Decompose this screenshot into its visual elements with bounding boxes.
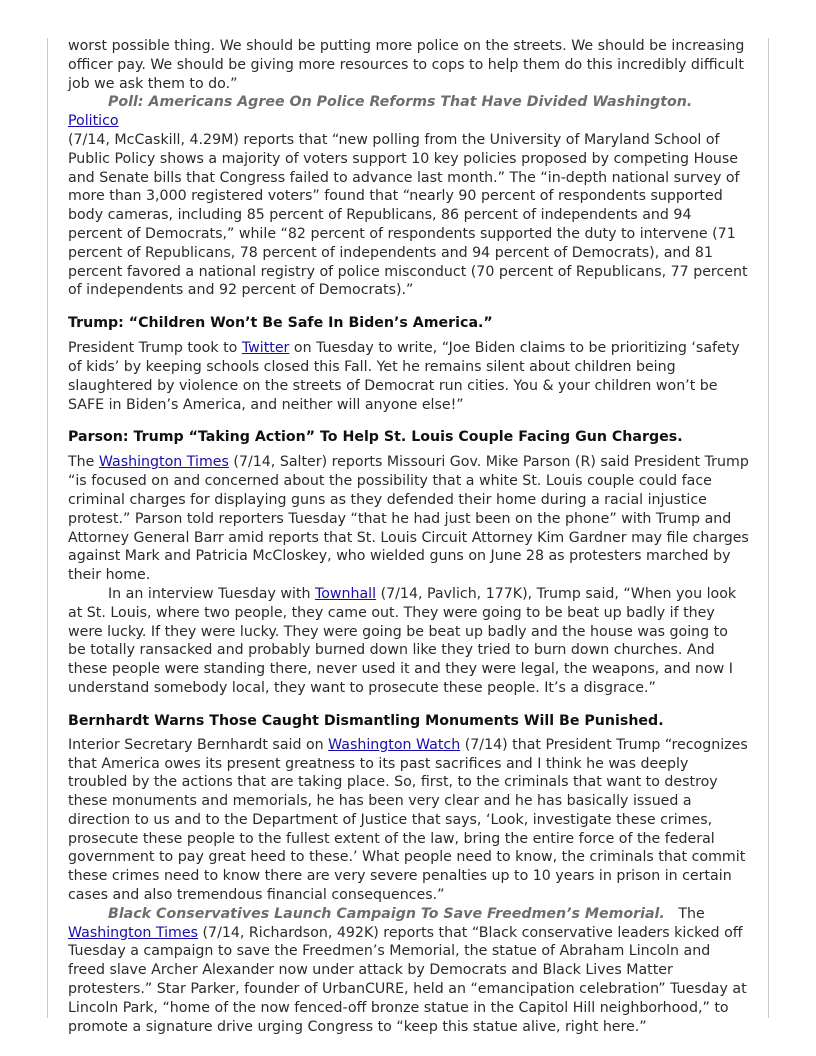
freedmen-text-after: (7/14, Richardson, 492K) reports that “Black conservative leaders kicked off Tuesday a campaign to save the Freedmen’s Memorial, the statue of Abraham Lincoln and freed slave Archer Alexander now under attack by Democrats and Black Lives Matter protesters.” Star Parker, founder of UrbanCURE, held an “emancipation celebration” Tuesday at Lincoln Park, “home of the now fenced-off bronze statue in the Capitol Hill neighborhood,” to promote a signature drive urging Congress to “keep this statue alive, right here.”	[68, 924, 747, 1035]
intro-quote-paragraph	[68, 37, 749, 93]
politico-link[interactable]: Politico	[68, 113, 119, 130]
bernhardt-p1-before: Interior Secretary Bernhardt said on	[68, 736, 329, 753]
poll-lede: Poll: Americans Agree On Police Reforms That Have Divided Washington.	[108, 94, 693, 111]
bernhardt-heading: Bernhardt Warns Those Caught Dismantling Monuments Will Be Punished.	[68, 712, 664, 729]
intro-quote: worst possible thing. We should be putting more police on the streets. We should be increasing officer pay. We should be giving more resources to cops to help them do this incredibly difficult job we ask them to do.”	[68, 38, 745, 92]
trump-heading: Trump: “Children Won’t Be Safe In Biden’s America.”	[68, 315, 493, 332]
townhall-link[interactable]: Townhall	[314, 585, 377, 602]
washington-watch-link[interactable]: Washington Watch	[328, 736, 461, 753]
washington-times-link-1[interactable]: Washington Times	[98, 454, 229, 471]
parson-paragraph-2	[68, 585, 749, 698]
parson-p2-after: (7/14, Pavlich, 177K), Trump said, “When you look at St. Louis, where two people, they came out. They were going to be beat up badly if they were lucky. If they were lucky. They were going be beat up badly and the house was going to be totally ransacked and probably burned down like they tried to burn down churches. And these people were standing there, never used it and they were legal, the weapons, and now I understand somebody local, they want to prosecute these people. It’s a disgrace.”	[68, 585, 737, 696]
poll-body: (7/14, McCaskill, 4.29M) reports that “new polling from the University of Maryland School of Public Policy shows a majority of voters support 10 key policies proposed by competing House and Senate bills that Congress failed to advance last month.” The “in-depth national survey of more than 3,000 registered voters” found that “nearly 90 percent of respondents supported body cameras, including 85 percent of Republicans, 86 percent of independents and 94 percent of Democrats,” while “82 percent of respondents supported the duty to intervene (71 percent of Republicans, 78 percent of independents and 94 percent of Democrats), and 81 percent favored a national registry of police misconduct (70 percent of Republicans, 77 percent of independents and 92 percent of Democrats).”	[68, 131, 748, 299]
freedmen-the: The	[678, 905, 705, 922]
parson-p1-after: (7/14, Salter) reports Missouri Gov. Mike Parson (R) said President Trump “is focused on and concerned about the possibility that a white St. Louis couple could face criminal charges for displaying guns as they defended their home during a racial injustice protest.” Parson told reporters Tuesday “that he had just been on the phone” with Trump and Attorney General Barr amid reports that St. Louis Circuit Attorney Kim Gardner may file charges against Mark and Patricia McCloskey, who wielded guns on June 28 as protesters marched by their home.	[68, 454, 749, 584]
bernhardt-p1-after: (7/14) that President Trump “recognizes that America owes its present greatness to its past sacrifices and I think he was deeply troubled by the actions that are taking place. So, first, to the criminals that want to destroy these monuments and memorials, he has been very clear and he has basically issued a direction to us and to the Department of Justice that says, ‘Look, investigate these crimes, prosecute these people to the fullest extent of the law, bring the entire force of the federal government to pay great heed to these.’ What people need to know, the criminals that commit these crimes need to know there are very severe penalties up to 10 years in prison in certain cases and also tremendous financial consequences.”	[68, 736, 748, 904]
twitter-link[interactable]: Twitter	[241, 340, 290, 357]
parson-heading: Parson: Trump “Taking Action” To Help St. Louis Couple Facing Gun Charges.	[68, 429, 683, 446]
trump-paragraph	[68, 339, 749, 414]
parson-p2-before: In an interview Tuesday with	[108, 585, 315, 602]
trump-text-before: President Trump took to	[68, 340, 242, 357]
freedmen-paragraph	[68, 905, 749, 1037]
freedmen-lede: Black Conservatives Launch Campaign To Save Freedmen’s Memorial.	[108, 905, 665, 922]
parson-p1-before: The	[68, 454, 99, 471]
washington-times-link-2[interactable]: Washington Times	[68, 924, 198, 941]
parson-paragraph-1	[68, 453, 749, 585]
trump-text-after: on Tuesday to write, “Joe Biden claims to be prioritizing ‘safety of kids’ by keeping schools closed this Fall. Yet he remains silent about children being slaughtered by violence on the streets of Democrat run cities. You & your children won’t be SAFE in Biden’s America, and neither will anyone else!”	[68, 340, 740, 413]
poll-paragraph	[68, 93, 749, 300]
right-margin-rule	[768, 38, 769, 1018]
document-page	[68, 37, 749, 1036]
bernhardt-paragraph-1	[68, 736, 749, 905]
left-margin-rule	[47, 38, 48, 1018]
